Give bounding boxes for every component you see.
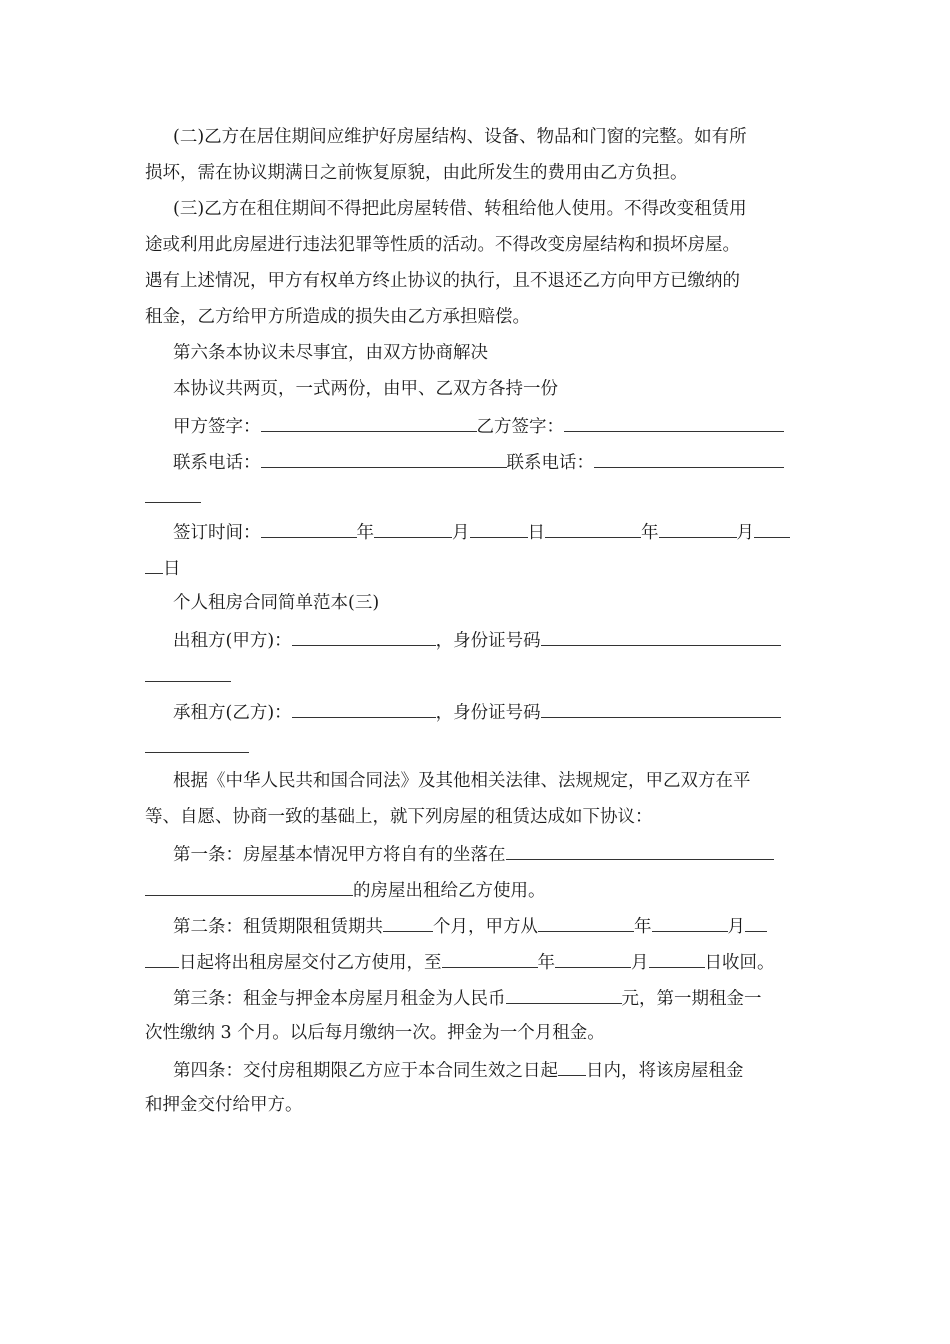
lessee-id-blank-continuation [145, 752, 249, 753]
sign-date-month-a: 月 [452, 523, 470, 543]
article2-year: 年 [634, 917, 652, 937]
article2-month-blank [652, 913, 728, 932]
sign-date-year-blank-a [261, 519, 357, 538]
article2-day-blank [745, 913, 767, 932]
article4-days-blank [558, 1057, 586, 1076]
party-a-phone-blank [261, 449, 507, 468]
sign-date-month-blank-b [659, 519, 737, 538]
article3-text: 第三条：租金与押金本房屋月租金为人民币 [173, 989, 506, 1009]
clause2-line2: 损坏，需在协议期满日之前恢复原貌，由此所发生的费用由乙方负担。 [145, 163, 688, 183]
article2-end-month: 月 [631, 953, 649, 973]
lessor-label: 出租方(甲方)： [173, 631, 292, 651]
article3-line2: 次性缴纳 3 个月。以后每月缴纳一次。押金为一个月租金。 [145, 1023, 605, 1043]
sign-date-year-a: 年 [356, 523, 374, 543]
article3-rent-blank [506, 985, 622, 1004]
article2-end-month-blank [555, 949, 631, 968]
lessee-separator: ， [435, 703, 454, 723]
sign-date-month-b: 月 [736, 523, 754, 543]
party-a-signature-blank [261, 413, 477, 432]
sign-date-year-b: 年 [641, 523, 659, 543]
article2-month: 月 [727, 917, 745, 937]
article2-end-year-blank [442, 949, 538, 968]
lessor-id-blank-continuation [145, 681, 231, 682]
sign-date-day-b: 日 [163, 559, 181, 579]
article2-return-text: 日收回。 [704, 953, 775, 973]
sign-date-label: 签订时间： [173, 523, 261, 543]
party-b-phone-blank [594, 449, 784, 468]
sign-date-day-blank-a [470, 519, 528, 538]
sign-date-month-blank-a [374, 519, 452, 538]
lessee-id-blank [541, 699, 781, 718]
sign-date-row [173, 519, 807, 545]
sign-date-day-a: 日 [527, 523, 545, 543]
article2-text: 第二条：租赁期限租赁期共 [173, 917, 383, 937]
lessee-label: 承租方(乙方)： [173, 703, 292, 723]
article2-months-from: 个月，甲方从 [433, 917, 538, 937]
article2-end-day-blank [649, 949, 705, 968]
party-b-signature-label: 乙方签字： [476, 417, 564, 437]
lessor-separator: ， [435, 631, 454, 651]
sign-date-day-blank-b [754, 519, 790, 538]
article1-line1 [173, 841, 807, 867]
article3-text-cont: 元，第一期租金一 [621, 989, 762, 1009]
article1-text: 第一条：房屋基本情况甲方将自有的坐落在 [173, 845, 506, 865]
lessor-id-label: 身份证号码 [453, 631, 541, 651]
article4-line1 [173, 1057, 807, 1083]
sign-date-year-blank-b [545, 519, 641, 538]
article4-text: 第四条：交付房租期限乙方应于本合同生效之日起 [173, 1061, 558, 1081]
article2-handover-text: 日起将出租房屋交付乙方使用，至 [179, 953, 442, 973]
article1-text-end: 的房屋出租给乙方使用。 [353, 881, 546, 901]
article1-location-blank [506, 841, 774, 860]
article2-year-blank [538, 913, 634, 932]
party-b-phone-label: 联系电话： [506, 453, 594, 473]
article6-text: 第六条本协议未尽事宜，由双方协商解决 [173, 343, 488, 363]
party-b-signature-blank [564, 413, 784, 432]
sign-date-row-cont [145, 555, 807, 581]
phone-blank-continuation [145, 502, 201, 503]
party-a-phone-label: 联系电话： [173, 453, 261, 473]
phone-row [173, 449, 807, 475]
clause3-line1: (三)乙方在租住期间不得把此房屋转借、转租给他人使用。不得改变租赁用 [173, 199, 747, 219]
lessee-row [173, 699, 807, 725]
lessor-row [173, 627, 807, 653]
intro-line2: 等、自愿、协商一致的基础上，就下列房屋的租赁达成如下协议： [145, 807, 653, 827]
pages-note: 本协议共两页，一式两份，由甲、乙双方各持一份 [173, 379, 558, 399]
article2-line2 [145, 949, 807, 975]
lessor-id-blank [541, 627, 781, 646]
lessee-id-label: 身份证号码 [453, 703, 541, 723]
party-a-signature-label: 甲方签字： [173, 417, 261, 437]
article2-months-blank [383, 913, 433, 932]
lessor-name-blank [292, 627, 436, 646]
sign-date-day-blank-b-cont [145, 555, 163, 574]
article1-line2 [145, 877, 807, 903]
clause3-line3: 遇有上述情况，甲方有权单方终止协议的执行，且不退还乙方向甲方已缴纳的 [145, 271, 740, 291]
intro-line1: 根据《中华人民共和国合同法》及其他相关法律、法规规定，甲乙双方在平 [173, 771, 751, 791]
article2-day-blank-cont [145, 949, 179, 968]
article3-line1 [173, 985, 807, 1011]
article4-text-cont: 日内，将该房屋租金 [586, 1061, 744, 1081]
article4-line2: 和押金交付给甲方。 [145, 1095, 303, 1115]
clause3-line4: 租金，乙方给甲方所造成的损失由乙方承担赔偿。 [145, 307, 530, 327]
article2-line1 [173, 913, 807, 939]
article2-end-year: 年 [537, 953, 555, 973]
clause2-line1: (二)乙方在居住期间应维护好房屋结构、设备、物品和门窗的完整。如有所 [173, 127, 747, 147]
signature-row [173, 413, 807, 439]
contract3-title: 个人租房合同简单范本(三) [173, 593, 380, 613]
clause3-line2: 途或利用此房屋进行违法犯罪等性质的活动。不得改变房屋结构和损坏房屋。 [145, 235, 740, 255]
article1-location-blank-cont [145, 877, 353, 896]
lessee-name-blank [292, 699, 436, 718]
